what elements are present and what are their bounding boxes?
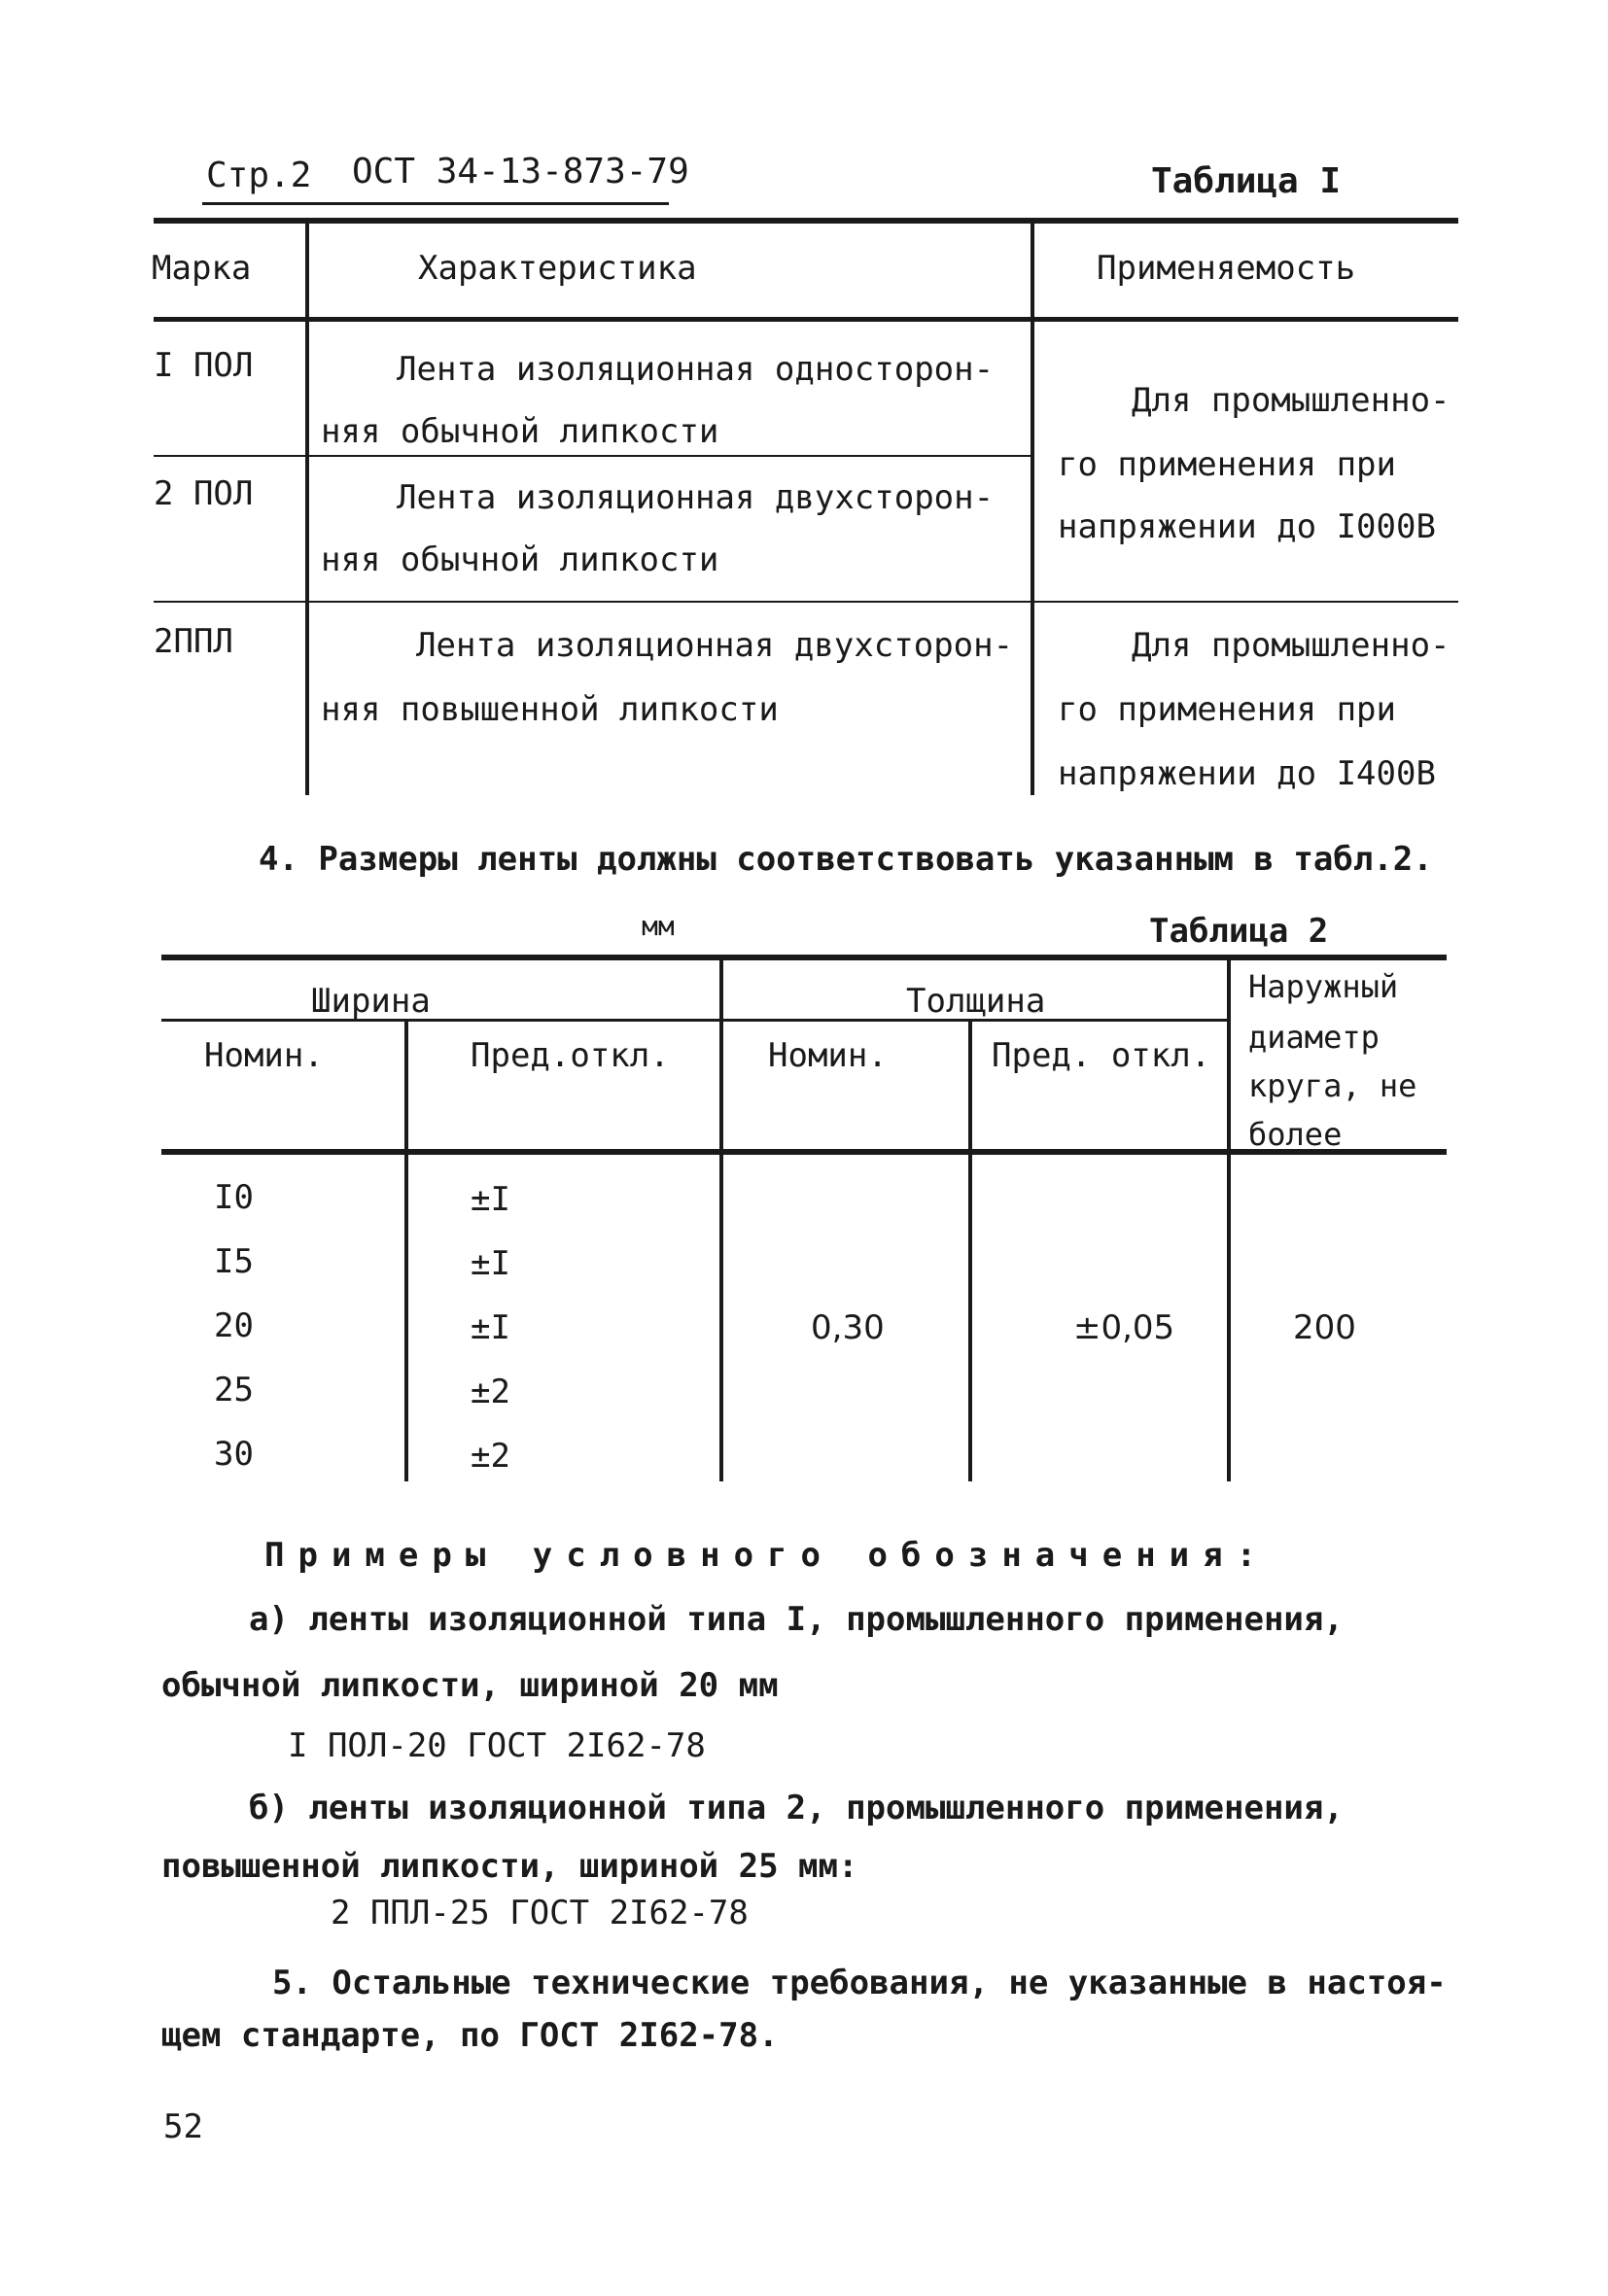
table2-sub-nominal-width: Номин. — [204, 1036, 324, 1075]
table2-width-deviation: ±2 — [471, 1373, 510, 1411]
table2-sub-deviation-thickness: Пред. откл. — [992, 1036, 1211, 1075]
table2-width-value: 25 — [214, 1371, 254, 1409]
table2-thickness-deviation: ±0,05 — [1073, 1308, 1175, 1347]
header-underline — [202, 202, 669, 205]
table1-row-char-line1: Лента изоляционная двухсторон- — [416, 626, 1014, 665]
table2-title: Таблица 2 — [1149, 912, 1329, 951]
table1-applicability-line2: го применения при — [1058, 445, 1396, 484]
table1-header-characteristic: Характеристика — [418, 249, 697, 288]
example-a-line1: а) ленты изоляционной типа I, промышленного применения, — [249, 1600, 1344, 1639]
table1-row-char-line2: няя повышенной липкости — [321, 690, 779, 729]
table1-applicability-line3: напряжении до I400В — [1058, 754, 1436, 793]
examples-heading: Примеры условного обозначения: — [264, 1536, 1271, 1575]
table1-row-char-line1: Лента изоляционная односторон- — [397, 350, 995, 389]
table1-header-mark: Марка — [152, 249, 252, 288]
table1-title: Таблица I — [1151, 161, 1342, 201]
table2-width-value: 30 — [214, 1435, 254, 1474]
table2-width-value: I5 — [214, 1242, 254, 1281]
table2-diameter-header-line1: Наружный — [1248, 968, 1399, 1005]
table2-sub-deviation-width: Пред.откл. — [471, 1036, 670, 1075]
table2-group-width: Ширина — [311, 982, 431, 1021]
table2-width-deviation: ±2 — [471, 1437, 510, 1476]
table1-applicability-line1: Для промышленно- — [1132, 626, 1451, 665]
table2-diameter-header-line4: более — [1248, 1116, 1343, 1153]
table2-sub-nominal-thickness: Номин. — [768, 1036, 888, 1075]
table1-row-mark: 2ППЛ — [154, 622, 233, 661]
standard-code: ОСТ 34-13-873-79 — [352, 152, 689, 191]
example-b-line1: б) ленты изоляционной типа 2, промышленного применения, — [249, 1789, 1344, 1827]
table1-row-char-line2: няя обычной липкости — [321, 412, 719, 451]
page-number: 52 — [163, 2107, 203, 2146]
example-b-code: 2 ППЛ-25 ГОСТ 2I62-78 — [331, 1894, 749, 1932]
table2-width-deviation: ±I — [471, 1308, 510, 1347]
table2-diameter-header-line2: диаметр — [1248, 1019, 1380, 1056]
table2-thickness-value: 0,30 — [811, 1308, 885, 1347]
table1-row-char-line1: Лента изоляционная двухсторон- — [397, 478, 995, 517]
table2-diameter-value: 200 — [1293, 1308, 1356, 1347]
paragraph-5-line1: 5. Остальные технические требования, не указанные в настоя- — [272, 1964, 1447, 2002]
table2-width-value: I0 — [214, 1178, 254, 1217]
table1-row-char-line2: няя обычной липкости — [321, 540, 719, 579]
example-a-line2: обычной липкости, шириной 20 мм — [161, 1666, 779, 1705]
table1-header-applicability: Применяемость — [1097, 249, 1356, 288]
table1-row-mark: 2 ПОЛ — [154, 474, 254, 513]
table2-width-deviation: ±I — [471, 1180, 510, 1219]
paragraph-5-line2: щем стандарте, по ГОСТ 2I62-78. — [161, 2016, 779, 2055]
example-b-line2: повышенной липкости, шириной 25 мм: — [161, 1847, 858, 1886]
table1-applicability-line2: го применения при — [1058, 690, 1396, 729]
table2-width-deviation: ±I — [471, 1244, 510, 1283]
paragraph-4: 4. Размеры ленты должны соответствовать указанным в табл.2. — [259, 840, 1433, 879]
table2-group-thickness: Толщина — [906, 982, 1046, 1021]
page-header-prefix: Стр.2 — [206, 156, 312, 195]
table1-applicability-line1: Для промышленно- — [1132, 381, 1451, 420]
table2-width-value: 20 — [214, 1306, 254, 1345]
example-a-code: I ПОЛ-20 ГОСТ 2I62-78 — [288, 1726, 706, 1765]
table1-applicability-line3: напряжении до I000В — [1058, 507, 1436, 546]
table2-diameter-header-line3: круга, не — [1248, 1067, 1417, 1104]
table1-row-mark: I ПОЛ — [154, 346, 254, 385]
table2-unit: мм — [642, 910, 675, 942]
